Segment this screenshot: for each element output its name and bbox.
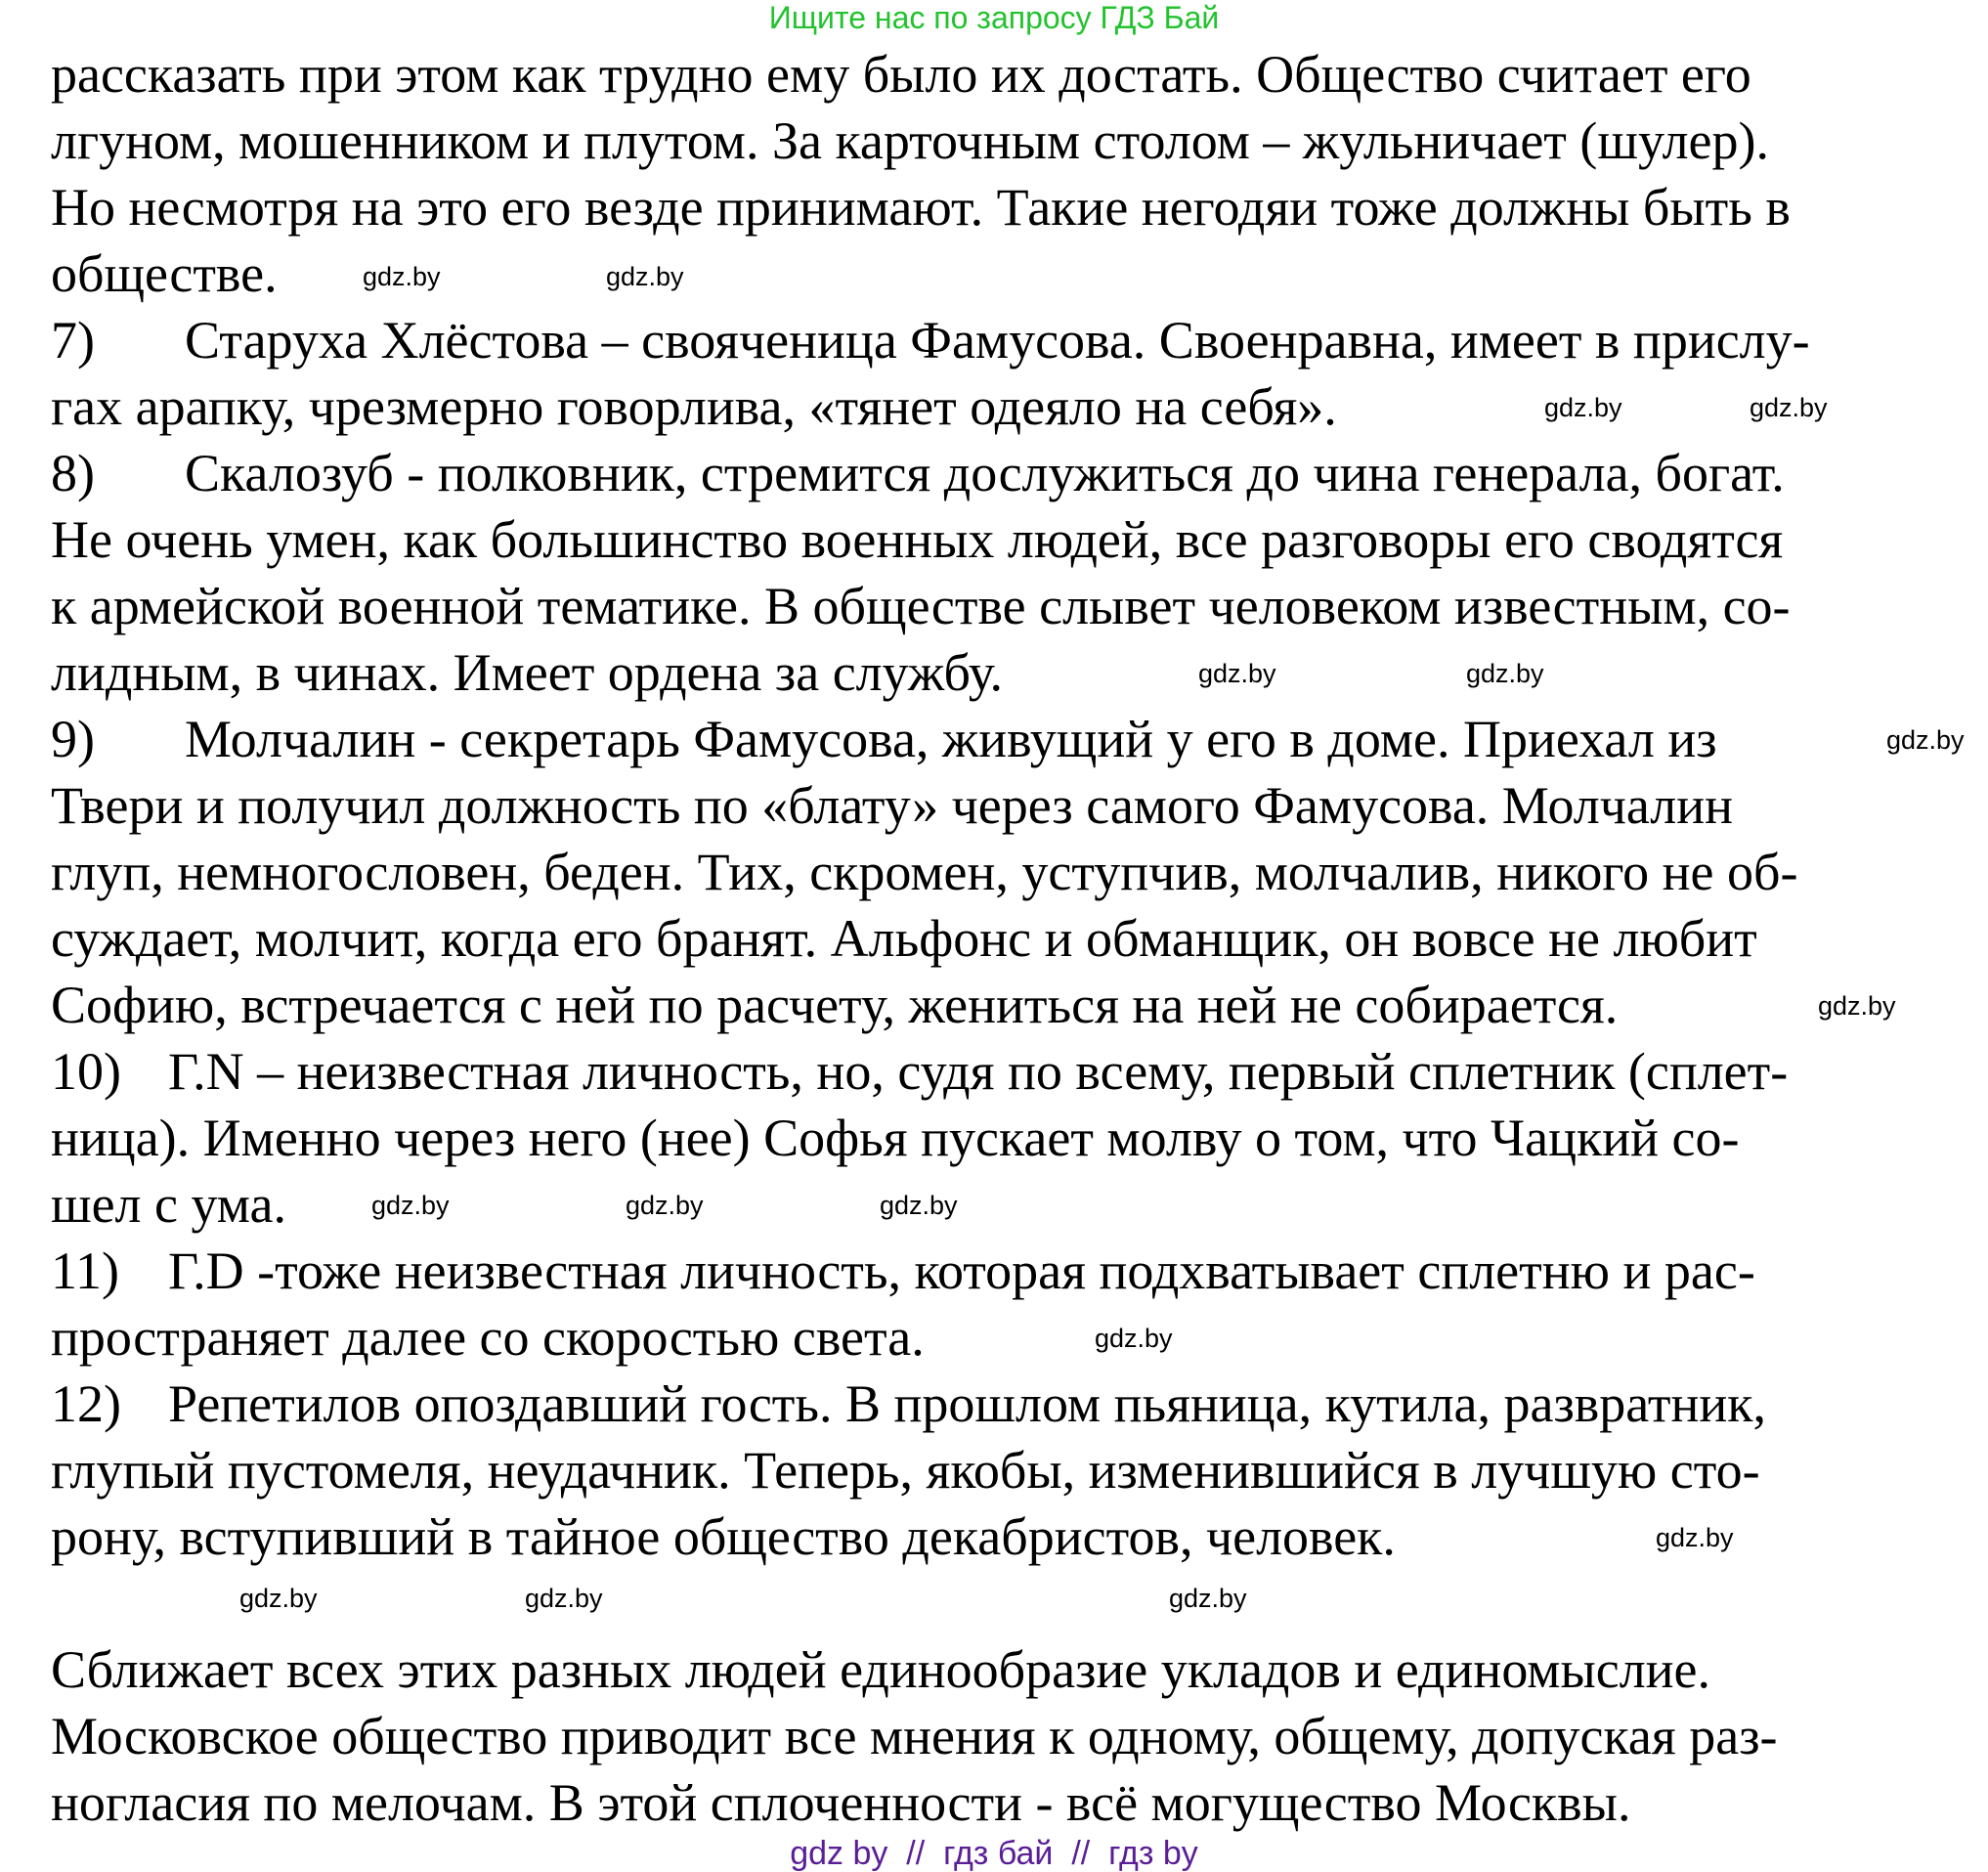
watermark: gdz.by [1466, 659, 1544, 688]
text-line: Твери и получил должность по «блату» через самого Фамусова. Молчалин [51, 776, 1734, 835]
text-line: пространяет далее со скоростью света. [51, 1308, 925, 1367]
item-number: 12) [51, 1374, 121, 1433]
text-line: суждает, молчит, когда его бранят. Альфонс и обманщик, он вовсе не любит [51, 909, 1757, 968]
text-line: лгуном, мошенником и плутом. За карточным столом – жульничает (шулер). [51, 111, 1769, 170]
text-line: Старуха Хлёстова – свояченица Фамусова. Своенравна, имеет в прислу- [185, 311, 1810, 370]
watermark: gdz.by [1169, 1584, 1247, 1613]
item-number: 11) [51, 1241, 119, 1300]
watermark: gdz.by [1886, 725, 1965, 755]
text-line: ногласия по мелочам. В этой сплоченности - всё могущество Москвы. [51, 1773, 1631, 1832]
watermark: gdz.by [606, 262, 684, 291]
item-number: 9) [51, 710, 95, 768]
text-line: Не очень умен, как большинство военных людей, все разговоры его сводятся [51, 510, 1784, 569]
text-line: глуп, немногословен, беден. Тих, скромен, уступчив, молчалив, никого не об- [51, 843, 1798, 901]
text-line: Софию, встречается с ней по расчету, жениться на ней не собирается. [51, 976, 1619, 1034]
text-line: рассказать при этом как трудно ему было их достать. Общество считает его [51, 45, 1751, 104]
text-line: Репетилов опоздавший гость. В прошлом пьяница, кутила, развратник, [168, 1374, 1767, 1433]
text-line: лидным, в чинах. Имеет ордена за службу. [51, 643, 1004, 702]
watermark: gdz.by [525, 1584, 603, 1613]
text-line: гах арапку, чрезмерно говорлива, «тянет одеяло на себя». [51, 377, 1337, 436]
watermark: gdz.by [1544, 393, 1622, 422]
text-line: Сближает всех этих разных людей единообразие укладов и единомыслие. [51, 1640, 1711, 1699]
text-line: Скалозуб - полковник, стремится дослужиться до чина генерала, богат. [185, 444, 1785, 502]
item-number: 7) [51, 311, 95, 370]
text-line: Молчалин - секретарь Фамусова, живущий у его в доме. Приехал из [185, 710, 1717, 768]
watermark: gdz.by [880, 1191, 958, 1220]
watermark: gdz.by [1198, 659, 1276, 688]
text-line: ница). Именно через него (нее) Софья пускает молву о том, что Чацкий со- [51, 1109, 1740, 1167]
watermark: gdz.by [371, 1191, 450, 1220]
item-number: 8) [51, 444, 95, 502]
text-line: Московское общество приводит все мнения к одному, общему, допуская раз- [51, 1707, 1778, 1765]
item-number: 10) [51, 1042, 121, 1101]
footer-links: gdz by // гдз бай // гдз by [790, 1835, 1198, 1872]
text-line: обществе. [51, 244, 278, 303]
watermark: gdz.by [1656, 1523, 1734, 1552]
header-banner: Ищите нас по запросу ГДЗ Бай [768, 0, 1220, 35]
text-line: Г.N – неизвестная личность, но, судя по всему, первый сплетник (сплет- [168, 1042, 1789, 1101]
watermark: gdz.by [1095, 1324, 1173, 1353]
text-line: шел с ума. [51, 1175, 287, 1234]
text-line: к армейской военной тематике. В обществе слывет человеком известным, со- [51, 577, 1791, 635]
watermark: gdz.by [363, 262, 441, 291]
watermark: gdz.by [1750, 393, 1828, 422]
watermark: gdz.by [1818, 991, 1896, 1021]
watermark: gdz.by [239, 1584, 318, 1613]
text-line: Но несмотря на это его везде принимают. Такие негодяи тоже должны быть в [51, 178, 1791, 237]
watermark: gdz.by [626, 1191, 704, 1220]
text-line: рону, вступивший в тайное общество декабристов, человек. [51, 1507, 1396, 1566]
text-line: Г.D -тоже неизвестная личность, которая подхватывает сплетню и рас- [168, 1241, 1755, 1300]
text-line: глупый пустомеля, неудачник. Теперь, якобы, изменившийся в лучшую сто- [51, 1441, 1760, 1500]
